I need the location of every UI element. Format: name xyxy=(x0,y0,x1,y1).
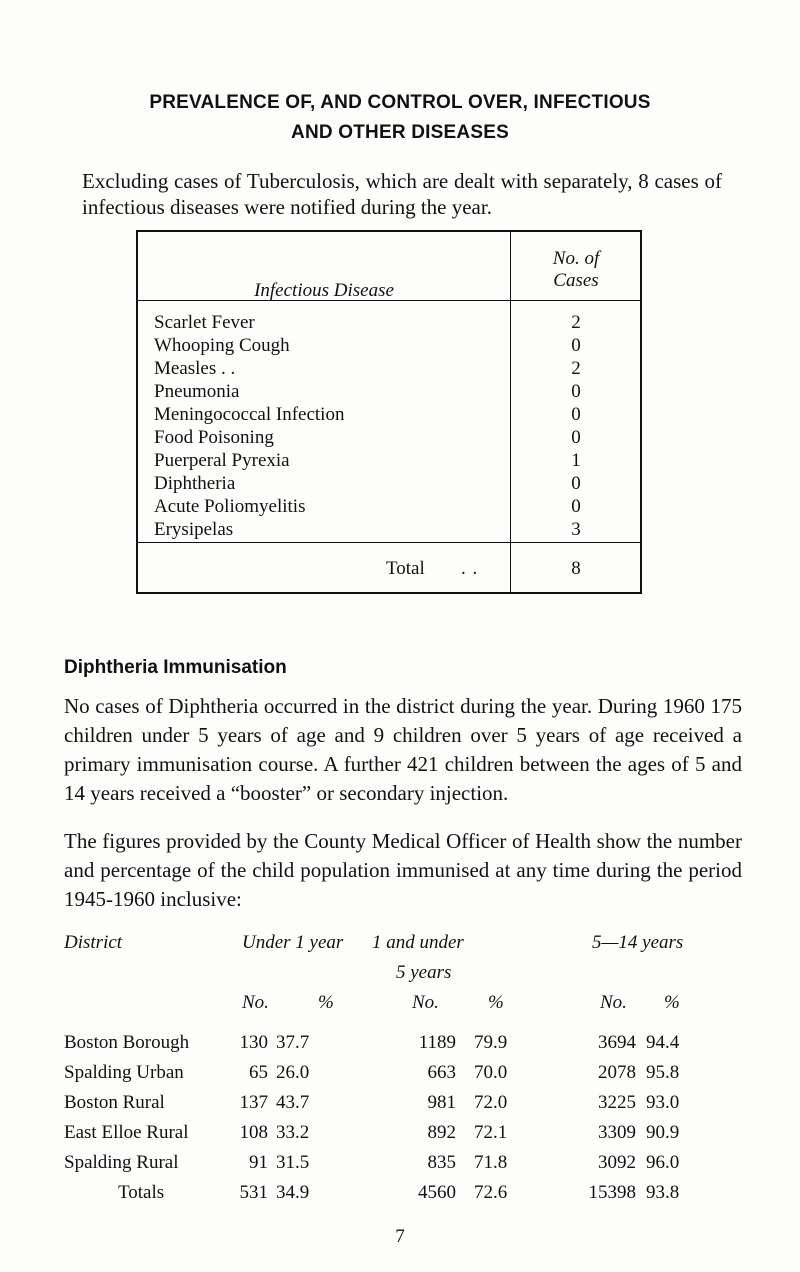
age5to14-no: 3225 xyxy=(598,1092,636,1113)
age1to5-no: 981 xyxy=(427,1092,456,1113)
district-name: Boston Borough xyxy=(64,1032,190,1053)
age5to14-pct: 95.8 xyxy=(646,1062,680,1083)
infectious-disease-table xyxy=(136,230,642,594)
disease-cases: 3 xyxy=(571,519,581,540)
age5to14-no: 2078 xyxy=(598,1062,636,1083)
disease-cases: 0 xyxy=(571,427,581,448)
subheader-under1-no: No. xyxy=(242,992,269,1013)
under1-no: 137 xyxy=(239,1092,268,1113)
district-name: Spalding Urban xyxy=(64,1062,184,1083)
subheader-1to5-no: No. xyxy=(412,992,439,1013)
header-no-of-cases-line1: No. of xyxy=(552,248,600,269)
under1-pct: 33.2 xyxy=(276,1122,310,1143)
disease-cases: 0 xyxy=(571,473,581,494)
disease-name: Whooping Cough xyxy=(154,335,290,356)
table-row xyxy=(138,381,642,405)
header-no-of-cases-line2: Cases xyxy=(553,270,599,291)
age5to14-no: 3092 xyxy=(598,1152,636,1173)
header-1-and-under-5: 1 and under xyxy=(372,932,464,953)
disease-cases: 0 xyxy=(571,496,581,517)
total-cases: 8 xyxy=(571,558,581,579)
table-row xyxy=(138,427,642,451)
section-title-diphtheria-immunisation: Diphtheria Immunisation xyxy=(64,657,287,678)
totals-age5to14-pct: 93.8 xyxy=(646,1182,680,1203)
header-under-1-year: Under 1 year xyxy=(242,932,344,953)
age1to5-no: 1189 xyxy=(418,1032,456,1053)
totals-age1to5-no: 4560 xyxy=(418,1182,456,1203)
age1to5-pct: 79.9 xyxy=(474,1032,508,1053)
under1-pct: 26.0 xyxy=(276,1062,310,1083)
header-no-of-cases xyxy=(510,248,642,292)
subheader-1to5-pct: % xyxy=(488,992,504,1013)
table-row xyxy=(138,358,642,382)
disease-name: Erysipelas xyxy=(154,519,234,540)
age1to5-no: 663 xyxy=(427,1062,456,1083)
age1to5-pct: 72.1 xyxy=(474,1122,508,1143)
age1to5-pct: 72.0 xyxy=(474,1092,508,1113)
table-row xyxy=(138,496,642,520)
disease-name: Food Poisoning xyxy=(154,427,274,448)
intro-paragraph: Excluding cases of Tuberculosis, which are dealt with separately, 8 cases of infectious diseases were notified during the year. xyxy=(82,169,722,219)
disease-cases: 2 xyxy=(571,358,581,379)
under1-no: 130 xyxy=(239,1032,268,1053)
totals-age1to5-pct: 72.6 xyxy=(474,1182,508,1203)
district-name: Boston Rural xyxy=(64,1092,165,1113)
header-infectious-disease: Infectious Disease xyxy=(254,280,394,301)
header-district: District xyxy=(64,932,123,953)
disease-cases: 2 xyxy=(571,312,581,333)
disease-name: Scarlet Fever xyxy=(154,312,255,333)
paragraph-diphtheria-cases: No cases of Diphtheria occurred in the district during the year. During 1960 175 children under 5 years of age and 9 children over 5 years of age received a primary immunisation course. A further 421 children between the ages of 5 and 14 years received a “booster” or secondary injection. xyxy=(64,694,742,805)
age5to14-no: 3694 xyxy=(598,1032,636,1053)
district-name: East Elloe Rural xyxy=(64,1122,189,1143)
table-row xyxy=(138,312,642,336)
disease-cases: 0 xyxy=(571,404,581,425)
disease-name: Puerperal Pyrexia xyxy=(154,450,290,471)
disease-name: Pneumonia xyxy=(154,381,240,402)
under1-no: 65 xyxy=(249,1062,268,1083)
disease-name: Measles . . xyxy=(154,358,236,379)
district-name: Spalding Rural xyxy=(64,1152,179,1173)
totals-label: Totals xyxy=(118,1182,165,1203)
disease-cases: 0 xyxy=(571,381,581,402)
disease-cases: 1 xyxy=(571,450,581,471)
table-row xyxy=(138,404,642,428)
age1to5-no: 892 xyxy=(427,1122,456,1143)
paragraph-county-figures: The figures provided by the County Medical Officer of Health show the number and percentage of the child population immunised at any time during the period 1945-1960 inclusive: xyxy=(64,829,742,911)
page-title xyxy=(40,88,760,148)
table-row xyxy=(138,335,642,359)
total-leader-dots: . . xyxy=(461,558,479,579)
age5to14-pct: 96.0 xyxy=(646,1152,680,1173)
disease-cases: 0 xyxy=(571,335,581,356)
totals-under1-pct: 34.9 xyxy=(276,1182,310,1203)
under1-pct: 43.7 xyxy=(276,1092,310,1113)
age5to14-pct: 90.9 xyxy=(646,1122,680,1143)
page-title-line2: AND OTHER DISEASES xyxy=(291,122,509,143)
subheader-5to14-no: No. xyxy=(600,992,627,1013)
disease-name: Diphtheria xyxy=(154,473,236,494)
page-number: 7 xyxy=(395,1226,405,1247)
under1-pct: 31.5 xyxy=(276,1152,310,1173)
disease-name: Acute Poliomyelitis xyxy=(154,496,306,517)
total-label: Total xyxy=(386,558,425,579)
totals-under1-no: 531 xyxy=(239,1182,268,1203)
table-row xyxy=(138,473,642,497)
subheader-5to14-pct: % xyxy=(664,992,680,1013)
table-row xyxy=(138,450,642,474)
age1to5-pct: 70.0 xyxy=(474,1062,508,1083)
age1to5-no: 835 xyxy=(427,1152,456,1173)
under1-no: 91 xyxy=(249,1152,268,1173)
age5to14-no: 3309 xyxy=(598,1122,636,1143)
disease-name: Meningococcal Infection xyxy=(154,404,345,425)
age5to14-pct: 93.0 xyxy=(646,1092,680,1113)
age5to14-pct: 94.4 xyxy=(646,1032,680,1053)
header-5-14-years: 5—14 years xyxy=(592,932,684,953)
table-row xyxy=(138,519,642,543)
page-title-line1: PREVALENCE OF, AND CONTROL OVER, INFECTIOUS xyxy=(149,92,651,113)
age1to5-pct: 71.8 xyxy=(474,1152,508,1173)
under1-pct: 37.7 xyxy=(276,1032,310,1053)
under1-no: 108 xyxy=(239,1122,268,1143)
subheader-under1-pct: % xyxy=(318,992,334,1013)
header-5-years: 5 years xyxy=(396,962,452,983)
totals-age5to14-no: 15398 xyxy=(588,1182,636,1203)
